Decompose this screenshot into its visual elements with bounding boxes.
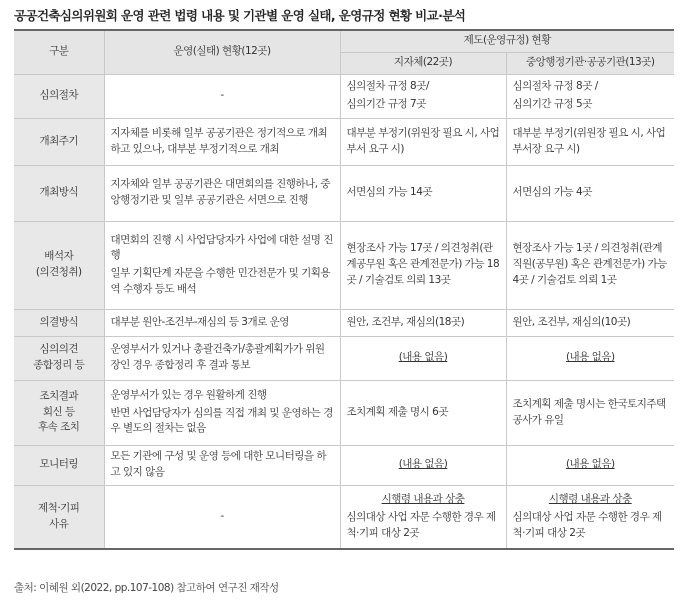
local-government-cell xyxy=(340,380,506,445)
comparison-table xyxy=(14,29,674,550)
local-government-cell-text: 심의기간 규정 7곳 xyxy=(346,98,426,110)
operation-status-cell xyxy=(104,380,340,445)
local-government-cell xyxy=(340,309,506,336)
row-label-text: 배석자 xyxy=(44,250,74,263)
row-label xyxy=(14,445,104,485)
table-row xyxy=(14,165,674,221)
local-government-cell xyxy=(340,336,506,380)
central-agencies-cell xyxy=(506,118,674,165)
row-label-text: 제척·기피 xyxy=(38,502,80,514)
operation-status-cell xyxy=(104,118,340,165)
row-label xyxy=(14,485,104,549)
central-agencies-cell xyxy=(506,309,674,336)
row-label-text: 의결방식 xyxy=(39,315,79,328)
operation-status-cell-text: - xyxy=(220,509,224,522)
central-agencies-cell-text: 원안, 조건부, 재심의(10곳) xyxy=(512,315,631,328)
local-government-cell-text: 조치계획 제출 명시 6곳 xyxy=(346,405,448,418)
operation-status-cell xyxy=(104,336,340,380)
central-agencies-cell-text: 심의절차 규정 8곳 / xyxy=(512,80,598,93)
central-agencies-cell-text: 조치계획 제출 명시는 한국토지주택공사가 유일 xyxy=(512,397,666,426)
operation-status-cell-text: 대부분 원안-조건부-재심의 등 3개로 운영 xyxy=(110,315,289,328)
row-label-text: 종합정리 등 xyxy=(33,359,85,371)
central-agencies-cell xyxy=(506,165,674,221)
central-agencies-cell-text: 심의대상 사업 자문 수행한 경우 제척·기피 대상 2곳 xyxy=(512,510,662,539)
operation-status-cell-text: 운영부서가 있는 경우 원활하게 진행 xyxy=(110,388,267,401)
row-label xyxy=(14,309,104,336)
table-row xyxy=(14,221,674,309)
operation-status-cell-text: 모든 기관에 구성 및 운영 등에 대한 모니터링을 하고 있지 않음 xyxy=(110,450,327,478)
central-agencies-cell-text: 서면심의 가능 4곳 xyxy=(512,186,592,199)
operation-status-cell-text: 반면 사업담당자가 심의를 직접 개최 및 운영하는 경우 별도의 절차는 없음 xyxy=(110,406,333,435)
table-row xyxy=(14,74,674,118)
central-agencies-cell-text: 현장조사 가능 1곳 / 의견청취(관계직원(공무원) 혹은 관계전문가) 가능 4곳 / 기술검토 의뢰 1곳 xyxy=(512,242,667,286)
table-row xyxy=(14,485,674,549)
operation-status-cell-text: 지자체와 일부 공공기관은 대면회의를 진행하나, 중앙행정기관 및 일부 공공기관은 서면으로 진행 xyxy=(110,178,331,206)
table-title: 공공건축심의위원회 운영 관련 법령 내용 및 기관별 운영 실태, 운영규정 현황 비교·분석 xyxy=(14,8,466,23)
local-government-cell xyxy=(340,74,506,118)
local-government-cell-text: 현장조사 가능 17곳 / 의견청취(관계공무원 혹은 관계전문가) 가능 18곳 / 기술검토 의뢰 13곳 xyxy=(346,242,500,286)
local-government-cell-text: 원안, 조건부, 재심의(18곳) xyxy=(346,315,465,328)
local-government-cell xyxy=(340,485,506,549)
row-label-text: 사유 xyxy=(49,517,69,530)
table-row xyxy=(14,309,674,336)
central-agencies-cell xyxy=(506,74,674,118)
operation-status-cell xyxy=(104,221,340,309)
operation-status-cell-text: 운영부서가 있거나 총괄건축가/총괄계획가가 위원장인 경우 종합정리 후 결과 통보 xyxy=(110,343,325,371)
operation-status-cell xyxy=(104,309,340,336)
local-government-cell-text: (내용 없음) xyxy=(398,458,448,471)
row-label xyxy=(14,221,104,309)
header-operation-status: 운영(실태) 현황(12곳) xyxy=(104,30,340,74)
row-label xyxy=(14,118,104,165)
central-agencies-cell xyxy=(506,221,674,309)
operation-status-cell-text: 지자체를 비롯해 일부 공공기관은 정기적으로 개최하고 있으나, 대부분 부정기적으로 개최 xyxy=(110,126,328,155)
table-row xyxy=(14,380,674,445)
central-agencies-cell-text: 심의기간 규정 5곳 xyxy=(512,98,592,110)
source-note: 출처: 이혜원 외(2022, pp.107-108) 참고하여 연구진 재작성 xyxy=(14,582,279,594)
central-agencies-cell xyxy=(506,336,674,380)
local-government-cell-text: 심의절차 규정 8곳/ xyxy=(346,80,429,93)
local-government-cell xyxy=(340,165,506,221)
local-government-cell-text: 시행령 내용과 상충 xyxy=(381,493,465,506)
header-central-agencies: 중앙행정기관·공공기관(13곳) xyxy=(506,52,674,74)
operation-status-cell xyxy=(104,445,340,485)
operation-status-cell xyxy=(104,485,340,549)
header-local-government: 지자체(22곳) xyxy=(340,52,506,74)
row-label-text: 조치결과 xyxy=(39,389,79,402)
local-government-cell-text: 대부분 부정기(위원장 필요 시, 사업부서 요구 시) xyxy=(346,126,500,155)
central-agencies-cell-text: 시행령 내용과 상충 xyxy=(548,493,632,506)
operation-status-cell-text: - xyxy=(220,89,224,102)
operation-status-cell-text: 일부 기획단계 자문을 수행한 민간전문가 및 기획용역 수행자 등도 배석 xyxy=(110,267,331,295)
row-label xyxy=(14,74,104,118)
local-government-cell xyxy=(340,118,506,165)
header-institution-status: 제도(운영규정) 현황 xyxy=(340,30,674,52)
central-agencies-cell xyxy=(506,380,674,445)
central-agencies-cell xyxy=(506,445,674,485)
table-row xyxy=(14,445,674,485)
row-label xyxy=(14,165,104,221)
row-label-text: 개최주기 xyxy=(39,134,79,147)
central-agencies-cell-text: (내용 없음) xyxy=(565,458,615,471)
central-agencies-cell xyxy=(506,485,674,549)
local-government-cell xyxy=(340,445,506,485)
local-government-cell xyxy=(340,221,506,309)
table-row xyxy=(14,118,674,165)
central-agencies-cell-text: (내용 없음) xyxy=(565,351,615,364)
row-label-text: 회신 등 xyxy=(42,405,75,418)
row-label-text: 후속 조치 xyxy=(38,421,80,434)
row-label-text: 모니터링 xyxy=(39,458,79,471)
row-label-text: 심의절차 xyxy=(39,89,79,102)
local-government-cell-text: 심의대상 사업 자문 수행한 경우 제척·기피 대상 2곳 xyxy=(346,510,496,539)
operation-status-cell-text: 대면회의 진행 시 사업담당자가 사업에 대한 설명 진행 xyxy=(110,233,333,262)
row-label-text: 개최방식 xyxy=(39,186,79,199)
table-row xyxy=(14,336,674,380)
operation-status-cell xyxy=(104,165,340,221)
row-label xyxy=(14,336,104,380)
row-label-text: 심의의견 xyxy=(39,343,79,356)
row-label xyxy=(14,380,104,445)
header-category: 구분 xyxy=(14,30,104,74)
row-label-text: (의견청취) xyxy=(35,266,82,278)
local-government-cell-text: (내용 없음) xyxy=(398,351,448,364)
central-agencies-cell-text: 대부분 부정기(위원장 필요 시, 사업부서장 요구 시) xyxy=(512,126,666,155)
operation-status-cell xyxy=(104,74,340,118)
local-government-cell-text: 서면심의 가능 14곳 xyxy=(346,186,433,199)
